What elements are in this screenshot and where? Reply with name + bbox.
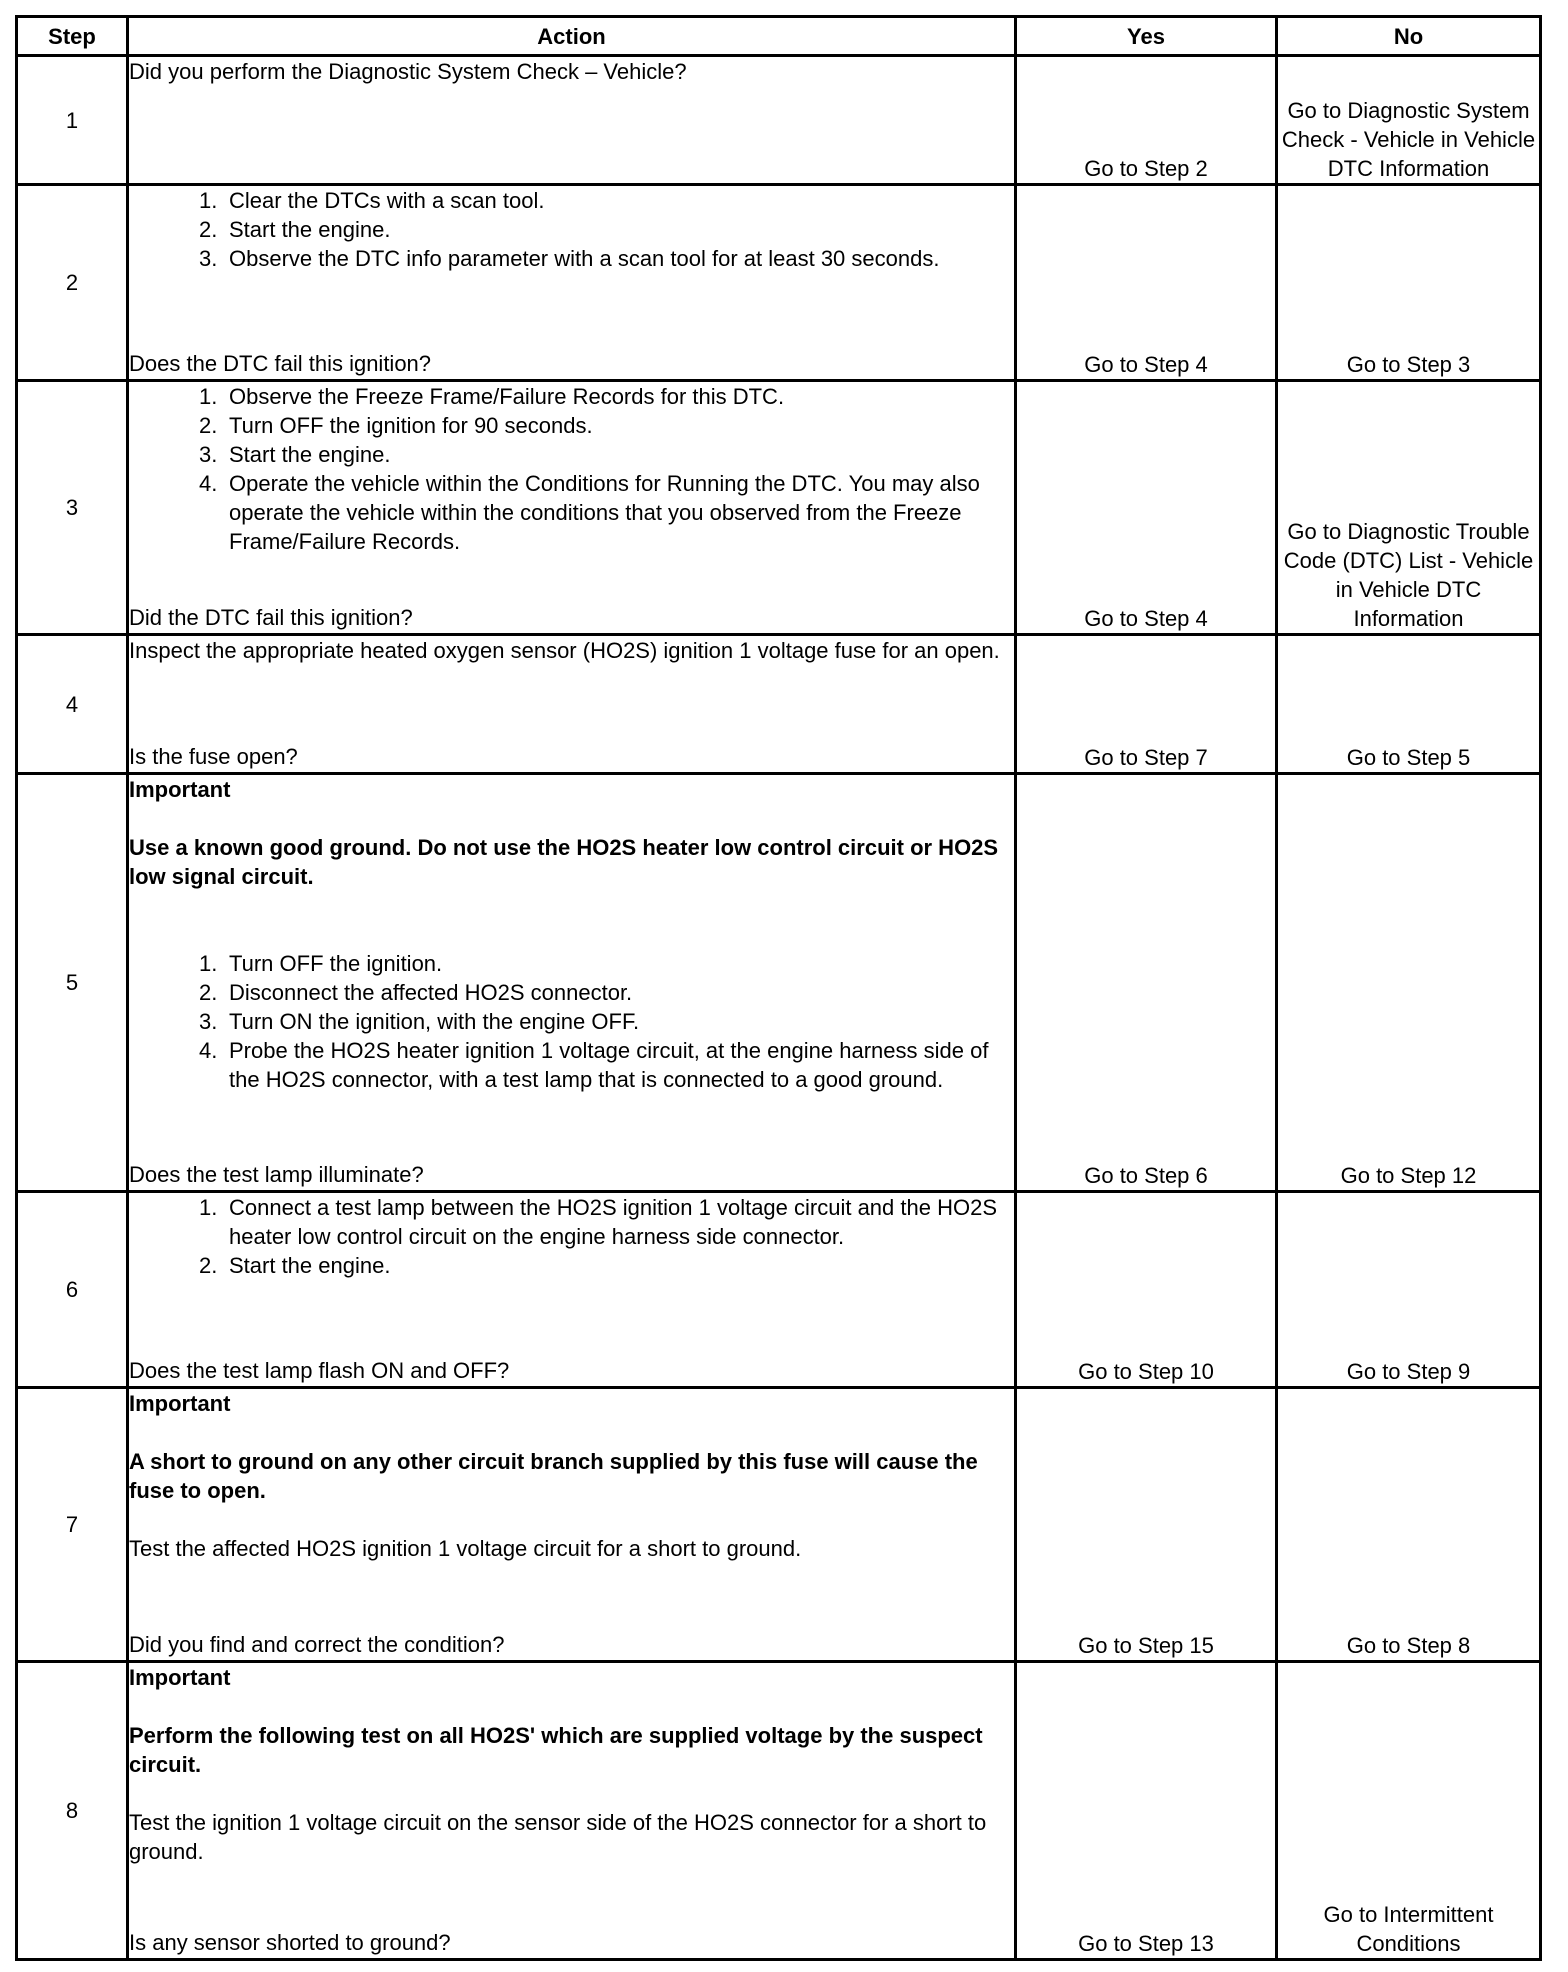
table-row — [17, 1192, 1541, 1388]
procedure-list — [129, 949, 1014, 1094]
header-step: Step — [17, 17, 128, 56]
step-number: 2 — [17, 185, 128, 381]
important-note: A short to ground on any other circuit branch supplied by this fuse will cause the fuse to open. — [129, 1449, 978, 1503]
step-number: 5 — [17, 774, 128, 1192]
action-cell — [128, 381, 1016, 635]
no-cell: Go to Intermittent Conditions — [1277, 1662, 1541, 1960]
procedure-list — [129, 382, 1014, 556]
table-row — [17, 1388, 1541, 1662]
no-cell: Go to Step 5 — [1277, 635, 1541, 774]
action-intro: Inspect the appropriate heated oxygen sensor (HO2S) ignition 1 voltage fuse for an open. — [129, 638, 1000, 663]
list-item: 2. Start the engine. — [199, 217, 391, 242]
table-row — [17, 381, 1541, 635]
list-item: 4. Operate the vehicle within the Conditions for Running the DTC. You may also operate the vehicle within the conditions that you observed from the Freeze Frame/Failure Records. — [199, 471, 980, 554]
yes-cell: Go to Step 6 — [1016, 774, 1277, 1192]
action-body: Test the affected HO2S ignition 1 voltage circuit for a short to ground. — [129, 1536, 802, 1561]
table-row — [17, 774, 1541, 1192]
list-item: 2. Turn OFF the ignition for 90 seconds. — [199, 413, 593, 438]
step-number: 1 — [17, 56, 128, 185]
step-number: 6 — [17, 1192, 128, 1388]
important-note: Use a known good ground. Do not use the HO2S heater low control circuit or HO2S low signal circuit. — [129, 835, 999, 889]
header-row — [17, 17, 1541, 56]
table-row — [17, 185, 1541, 381]
list-item: 1. Connect a test lamp between the HO2S ignition 1 voltage circuit and the HO2S heater low control circuit on the engine harness side connector. — [199, 1195, 997, 1249]
no-cell: Go to Step 9 — [1277, 1192, 1541, 1388]
action-cell — [128, 774, 1016, 1192]
yes-cell: Go to Step 4 — [1016, 185, 1277, 381]
action-question: Is the fuse open? — [129, 744, 298, 769]
list-item: 2. Start the engine. — [199, 1253, 391, 1278]
procedure-list — [129, 1193, 1014, 1280]
yes-cell: Go to Step 7 — [1016, 635, 1277, 774]
no-cell: Go to Diagnostic Trouble Code (DTC) List - Vehicle in Vehicle DTC Information — [1277, 381, 1541, 635]
diagnostic-table — [15, 15, 1542, 1961]
step-number: 7 — [17, 1388, 128, 1662]
action-question: Did the DTC fail this ignition? — [129, 605, 413, 630]
action-cell — [128, 1192, 1016, 1388]
yes-cell: Go to Step 4 — [1016, 381, 1277, 635]
yes-cell: Go to Step 2 — [1016, 56, 1277, 185]
action-question: Does the test lamp flash ON and OFF? — [129, 1358, 510, 1383]
no-cell: Go to Step 12 — [1277, 774, 1541, 1192]
yes-cell: Go to Step 10 — [1016, 1192, 1277, 1388]
list-item: 1. Clear the DTCs with a scan tool. — [199, 188, 545, 213]
table-row — [17, 635, 1541, 774]
no-cell: Go to Step 3 — [1277, 185, 1541, 381]
list-item: 2. Disconnect the affected HO2S connector. — [199, 980, 633, 1005]
list-item: 3. Turn ON the ignition, with the engine OFF. — [199, 1009, 640, 1034]
header-no: No — [1277, 17, 1541, 56]
yes-cell: Go to Step 13 — [1016, 1662, 1277, 1960]
action-cell — [128, 1388, 1016, 1662]
yes-cell: Go to Step 15 — [1016, 1388, 1277, 1662]
list-item: 3. Observe the DTC info parameter with a scan tool for at least 30 seconds. — [199, 246, 940, 271]
action-body: Test the ignition 1 voltage circuit on the sensor side of the HO2S connector for a short to ground. — [129, 1810, 987, 1864]
important-label: Important — [129, 1391, 231, 1416]
list-item: 4. Probe the HO2S heater ignition 1 voltage circuit, at the engine harness side of the HO2S connector, with a test lamp that is connected to a good ground. — [199, 1038, 989, 1092]
important-label: Important — [129, 777, 231, 802]
action-question: Did you find and correct the condition? — [129, 1632, 505, 1657]
list-item: 1. Observe the Freeze Frame/Failure Records for this DTC. — [199, 384, 785, 409]
action-question: Does the test lamp illuminate? — [129, 1162, 424, 1187]
action-cell — [128, 185, 1016, 381]
step-number: 8 — [17, 1662, 128, 1960]
header-action: Action — [128, 17, 1016, 56]
action-cell — [128, 1662, 1016, 1960]
no-cell: Go to Step 8 — [1277, 1388, 1541, 1662]
table-row — [17, 56, 1541, 185]
action-question: Is any sensor shorted to ground? — [129, 1930, 451, 1955]
action-question: Does the DTC fail this ignition? — [129, 351, 432, 376]
important-note: Perform the following test on all HO2S' which are supplied voltage by the suspect circuit. — [129, 1723, 983, 1777]
procedure-list — [129, 186, 1014, 273]
header-yes: Yes — [1016, 17, 1277, 56]
action-cell — [128, 635, 1016, 774]
list-item: 1. Turn OFF the ignition. — [199, 951, 443, 976]
action-cell — [128, 56, 1016, 185]
table-row — [17, 1662, 1541, 1960]
list-item: 3. Start the engine. — [199, 442, 391, 467]
no-cell: Go to Diagnostic System Check - Vehicle in Vehicle DTC Information — [1277, 56, 1541, 185]
action-question: Did you perform the Diagnostic System Check – Vehicle? — [129, 59, 687, 84]
important-label: Important — [129, 1665, 231, 1690]
step-number: 4 — [17, 635, 128, 774]
step-number: 3 — [17, 381, 128, 635]
